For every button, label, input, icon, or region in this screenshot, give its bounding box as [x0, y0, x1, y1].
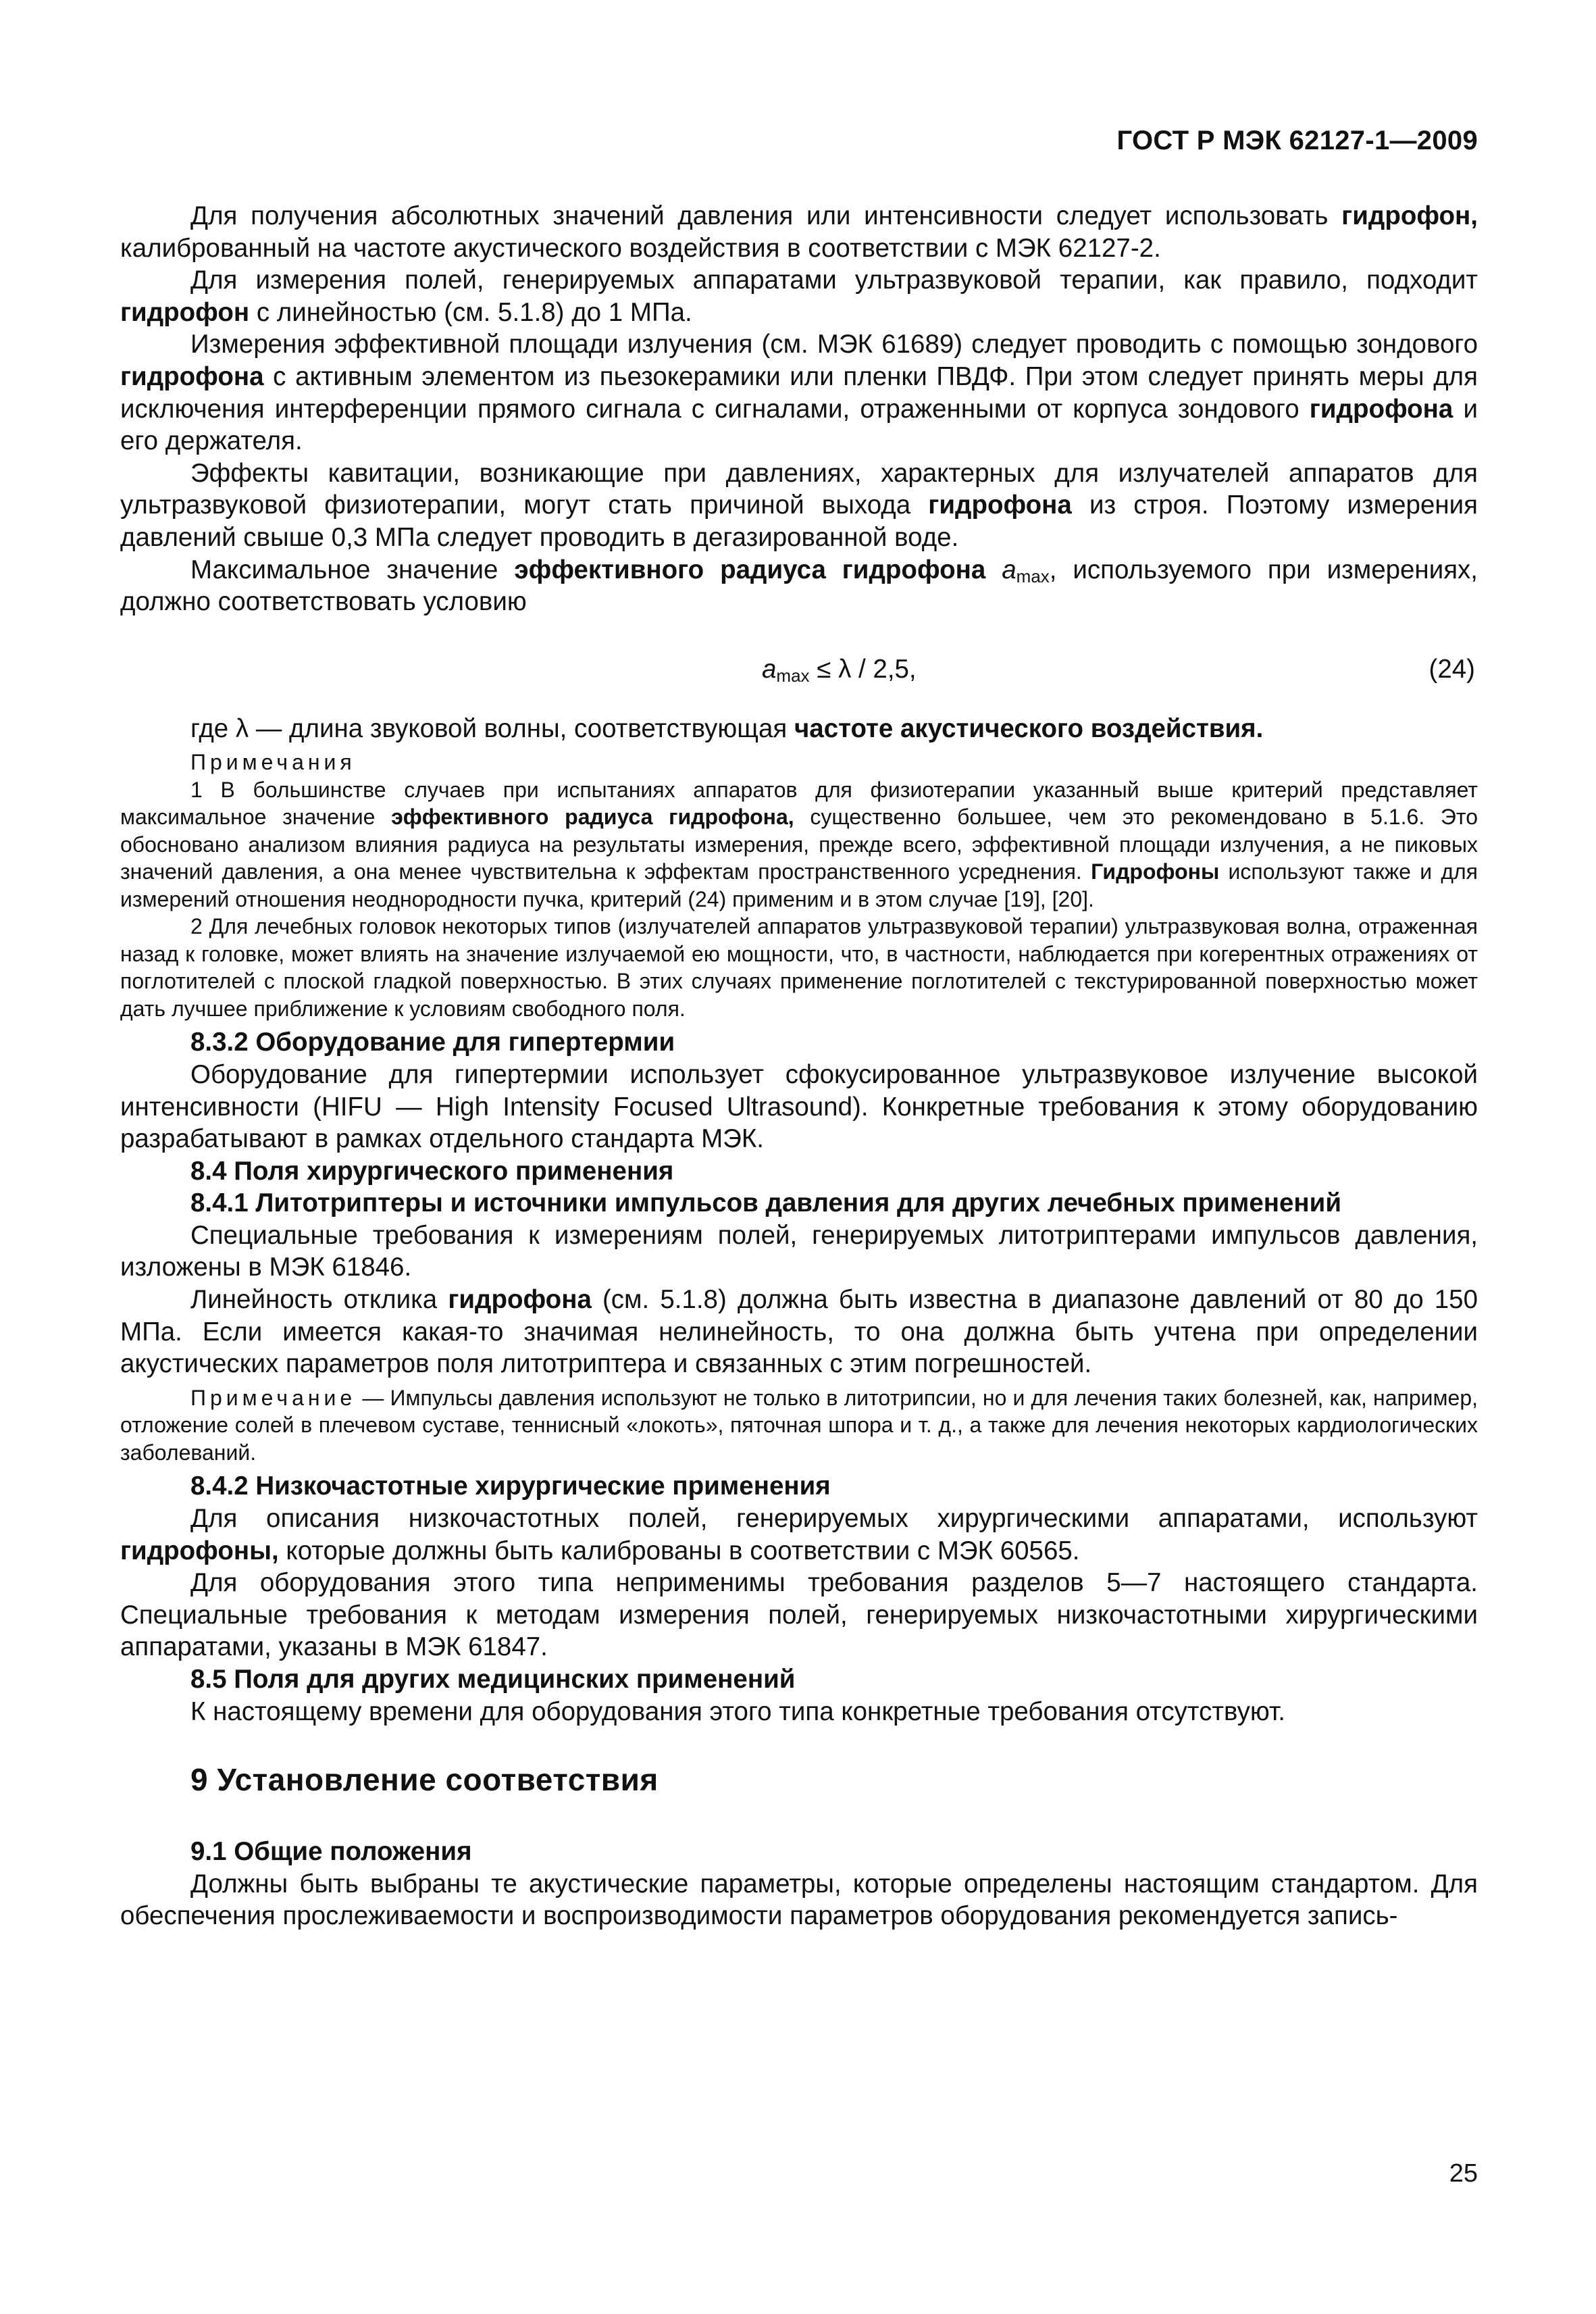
formula-explanation: где λ — длина звуковой волны, соответствующая частоте акустического воздействия. [190, 713, 1264, 743]
document-id-header: ГОСТ Р МЭК 62127-1—2009 [1116, 126, 1478, 155]
section-8-4-1-text-1: Специальные требования к измерениям полей, генерируемых литотриптерами импульсов давления, изложены в МЭК 61846. [120, 1220, 1478, 1282]
note-2: 2 Для лечебных головок некоторых типов (излучателей аппаратов ультразвуковой терапии) ультразвуковая волна, отраженная назад к головке, может влиять на значение излучаемой ею мощности, что, в частности, наблюдается при когерентных отражениях от поглотителей с плоской гладкой поверхностью. В этих случаях применение поглотителей с текстурированной поверхностью может дать лучшее приближение к условиям свободного поля. [120, 914, 1478, 1021]
paragraph-therapy-fields: Для измерения полей, генерируемых аппаратами ультразвуковой терапии, как правило, подходит гидрофон с линейностью (см. 5.1.8) до 1 МПа. [120, 266, 1478, 327]
section-8-5-title: 8.5 Поля для других медицинских применений [190, 1664, 796, 1694]
section-8-4-1-text-2: Линейность отклика гидрофона (см. 5.1.8) должна быть известна в диапазоне давлений от 80 до 150 МПа. Если имеется какая-то значимая нелинейность, то она должна быть учтена при определении акустических параметров поля литотриптера и связанных с этим погрешностей. [120, 1285, 1478, 1379]
page-number: 25 [1449, 2159, 1478, 2188]
section-8-4-2-text-1: Для описания низкочастотных полей, генерируемых хирургическими аппаратами, используют гидрофоны, которые должны быть калиброваны в соответствии с МЭК 60565. [120, 1503, 1478, 1565]
section-8-3-2-title: 8.3.2 Оборудование для гипертермии [190, 1028, 675, 1057]
formula-expression: $a_{max} \le \lambda / 2,5$, [762, 654, 917, 686]
paragraph-effective-area: Измерения эффективной площади излучения (см. МЭК 61689) следует проводить с помощью зондового гидрофона с активным элементом из пьезокерамики или пленки ПВДФ. При этом следует принять меры для исключения интерференции прямого сигнала с сигналами, отраженными от корпуса зондового гидрофона и его держателя. [120, 330, 1478, 456]
note-1: 1 В большинстве случаев при испытаниях аппаратов для физиотерапии указанный выше критерий представляет максимальное значение эффективного радиуса гидрофона, существенно большее, чем это рекомендовано в 5.1.6. Это обосновано анализом влияния радиуса на результаты измерения, прежде всего, эффективной площади излучения, а не пиковых значений давления, а она менее чувствительна к эффектам пространственного усреднения. Гидрофоны используют также и для измерений отношения неоднородности пучка, критерий (24) применим и в этом случае [19], [20]. [120, 777, 1478, 911]
formula-24 [120, 653, 1478, 686]
paragraph-max-radius: Максимальное значение эффективного радиуса гидрофона $a_{max}$, используемого при измерениях, должно соответствовать условию [120, 555, 1478, 617]
paragraph-hydrophone-calibration: Для получения абсолютных значений давления или интенсивности следует использовать гидрофон, калиброванный на частоте акустического воздействия в соответствии с МЭК 62127-2. [120, 201, 1478, 263]
section-9-title: 9 Установление соответствия [190, 1762, 659, 1798]
notes-heading: Примечания [190, 750, 356, 775]
section-9-1-text: Должны быть выбраны те акустические параметры, которые определены настоящим стандартом. Для обеспечения прослеживаемости и воспроизводимости параметров оборудования рекомендуется запись- [120, 1869, 1478, 1931]
document-page [120, 0, 1478, 2314]
paragraph-cavitation: Эффекты кавитации, возникающие при давлениях, характерных для излучателей аппаратов для ультразвуковой физиотерапии, могут стать причиной выхода гидрофона из строя. Поэтому измерения давлений свыше 0,3 МПа следует проводить в дегазированной воде. [120, 458, 1478, 552]
section-8-4-2-text-2: Для оборудования этого типа неприменимы требования разделов 5—7 настоящего стандарта. Специальные требования к методам измерения полей, генерируемых низкочастотными хирургическими аппаратами, указаны в МЭК 61847. [120, 1568, 1478, 1662]
section-9-1-title: 9.1 Общие положения [190, 1837, 472, 1867]
section-8-4-title: 8.4 Поля хирургического применения [190, 1156, 674, 1186]
section-8-4-2-title: 8.4.2 Низкочастотные хирургические применения [190, 1472, 831, 1501]
section-8-4-1-title: 8.4.1 Литотриптеры и источники импульсов давления для других лечебных применений [190, 1188, 1342, 1218]
page-body [120, 200, 1478, 1932]
formula-number: (24) [1428, 654, 1475, 684]
section-8-3-2-text: Оборудование для гипертермии использует сфокусированное ультразвуковое излучение высокой интенсивности (HIFU — High Intensity Focused Ultrasound). Конкретные требования к этому оборудованию разрабатывают в рамках отдельного стандарта МЭК. [120, 1059, 1478, 1154]
section-8-5-text: К настоящему времени для оборудования этого типа конкретные требования отсутствуют. [190, 1696, 1285, 1726]
section-8-4-1-note: Примечание — Импульсы давления используют не только в литотрипсии, но и для лечения таких болезней, как, например, отложение солей в плечевом суставе, теннисный «локоть», пяточная шпора и т. д., а также для лечения некоторых кардиологических заболеваний. [120, 1385, 1478, 1465]
